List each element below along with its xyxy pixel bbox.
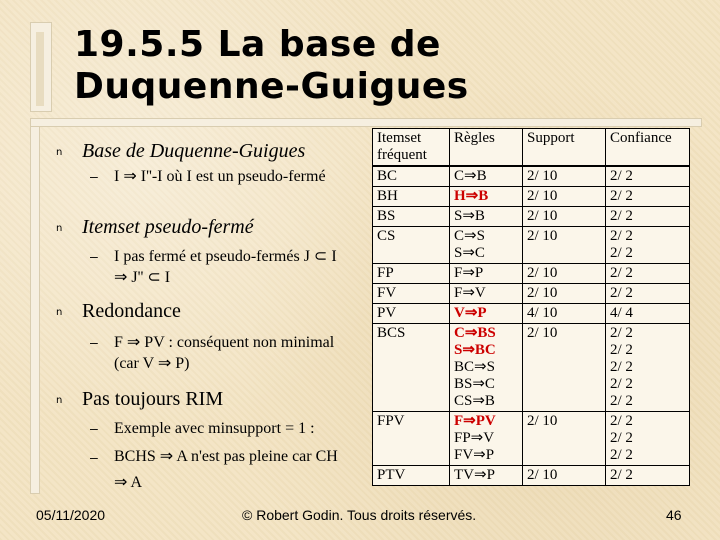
confidence-cell [606,264,690,284]
slide-title-line-1: 19.5.5 La base de [74,24,441,65]
footer-date: 05/11/2020 [36,507,106,523]
confidence-cell [606,284,690,304]
support-value: 2/ 10 [527,168,558,184]
table-header-row [373,129,690,167]
rules-table [372,128,690,486]
confidence-cell [606,412,690,466]
table-row [373,187,690,207]
support-cell [523,324,606,412]
confidence-cell [606,166,690,187]
rules-cell [450,264,523,284]
bullet-marker: n [56,307,63,318]
sub-bullet-text: F ⇒ PV : conséquent non minimal (car V ⇒ P) [114,334,335,372]
sub-bullet-dash: – [90,420,98,436]
support-cell [523,412,606,466]
confidence-value: 2/ 2 [610,393,633,409]
support-cell [523,207,606,227]
itemset-cell [373,264,450,284]
slide-title [74,24,469,108]
table-row [373,412,690,466]
itemset-cell [373,187,450,207]
support-value: 4/ 10 [527,305,558,321]
itemset-value: CS [377,228,396,244]
confidence-cell [606,304,690,324]
confidence-value: 2/ 2 [610,342,633,358]
support-value: 2/ 10 [527,325,558,341]
bullet-marker: n [56,147,63,158]
rule: C⇒B [454,168,487,184]
confidence-cell [606,324,690,412]
sub-bullet-text: BCHS ⇒ A n'est pas pleine car CH ⇒ A [114,448,338,491]
sub-bullet-dash: – [90,168,98,184]
rules-cell [450,284,523,304]
rule: F⇒V [454,285,486,301]
support-cell [523,304,606,324]
rules-cell [450,324,523,412]
support-cell [523,187,606,207]
rules-cell [450,187,523,207]
rule: TV⇒P [454,467,495,483]
rule: CS⇒B [454,393,495,409]
itemset-value: PV [377,305,397,321]
support-cell [523,466,606,486]
support-value: 2/ 10 [527,188,558,204]
table-row [373,466,690,486]
support-value: 2/ 10 [527,208,558,224]
sub-bullet-dash: – [90,334,98,350]
support-value: 2/ 10 [527,467,558,483]
table-row [373,166,690,187]
itemset-value: FPV [377,413,405,429]
itemset-cell [373,207,450,227]
itemset-value: FV [377,285,397,301]
rules-cell [450,227,523,264]
itemset-cell [373,166,450,187]
confidence-value: 2/ 2 [610,188,633,204]
redundant-rule: S⇒BC [454,342,496,358]
sub-bullet-text: I pas fermé et pseudo-fermés J ⊂ I ⇒ J'' ⊂ I [114,248,337,286]
table-row [373,284,690,304]
rule: F⇒P [454,265,484,281]
rule: S⇒C [454,245,485,261]
confidence-value: 2/ 2 [610,430,633,446]
confidence-cell [606,207,690,227]
slide-title-line-2: Duquenne-Guigues [74,66,469,107]
bullet-text: Redondance [82,300,181,322]
bullet-marker: n [56,395,63,406]
itemset-value: BH [377,188,398,204]
sub-bullet-text: I ⇒ I''-I où I est un pseudo-fermé [114,168,326,185]
confidence-value: 2/ 2 [610,467,633,483]
title-divider [30,118,702,127]
decorative-bar-inner [36,32,44,106]
confidence-value: 2/ 2 [610,265,633,281]
confidence-value: 2/ 2 [610,285,633,301]
itemset-value: BS [377,208,396,224]
itemset-cell [373,324,450,412]
confidence-value: 2/ 2 [610,245,633,261]
rules-cell [450,207,523,227]
confidence-value: 2/ 2 [610,228,633,244]
confidence-cell [606,227,690,264]
itemset-cell [373,304,450,324]
page-number: 46 [666,507,682,523]
bullet-text: Base de Duquenne-Guigues [82,140,306,162]
confidence-value: 2/ 2 [610,325,633,341]
support-value: 2/ 10 [527,413,558,429]
support-cell [523,166,606,187]
confidence-cell [606,187,690,207]
rules-cell [450,304,523,324]
rule: FV⇒P [454,447,495,463]
column-header: Règles [450,129,523,167]
table-row [373,304,690,324]
support-value: 2/ 10 [527,265,558,281]
bullet-text: Itemset pseudo-fermé [82,216,254,238]
sub-bullet-dash: – [90,248,98,264]
table-row [373,227,690,264]
confidence-cell [606,466,690,486]
content-frame-left [30,126,40,494]
sub-bullet-dash: – [90,449,98,465]
confidence-value: 2/ 2 [610,359,633,375]
confidence-value: 2/ 2 [610,413,633,429]
rule: S⇒B [454,208,485,224]
rules-cell [450,166,523,187]
itemset-value: FP [377,265,394,281]
rules-cell [450,466,523,486]
redundant-rule: V⇒P [454,305,487,321]
itemset-cell [373,284,450,304]
support-value: 2/ 10 [527,228,558,244]
table-row [373,207,690,227]
column-header: Itemset fréquent [373,129,450,167]
table-row [373,264,690,284]
itemset-value: PTV [377,467,406,483]
column-header: Confiance [606,129,690,167]
support-cell [523,264,606,284]
confidence-value: 2/ 2 [610,208,633,224]
redundant-rule: C⇒BS [454,325,496,341]
redundant-rule: F⇒PV [454,413,496,429]
footer-copyright: © Robert Godin. Tous droits réservés. [242,507,477,523]
rule: C⇒S [454,228,485,244]
itemset-cell [373,466,450,486]
support-cell [523,284,606,304]
rule: BC⇒S [454,359,495,375]
rules-cell [450,412,523,466]
table-row [373,324,690,412]
rule: BS⇒C [454,376,495,392]
itemset-value: BCS [377,325,406,341]
redundant-rule: H⇒B [454,188,489,204]
rule: FP⇒V [454,430,495,446]
itemset-cell [373,227,450,264]
confidence-value: 2/ 2 [610,447,633,463]
confidence-value: 4/ 4 [610,305,633,321]
support-value: 2/ 10 [527,285,558,301]
itemset-cell [373,412,450,466]
column-header: Support [523,129,606,167]
confidence-value: 2/ 2 [610,376,633,392]
sub-bullet-text: Exemple avec minsupport = 1 : [114,420,315,437]
itemset-value: BC [377,168,398,184]
bullet-marker: n [56,223,63,234]
bullet-text: Pas toujours RIM [82,388,224,410]
confidence-value: 2/ 2 [610,168,633,184]
support-cell [523,227,606,264]
